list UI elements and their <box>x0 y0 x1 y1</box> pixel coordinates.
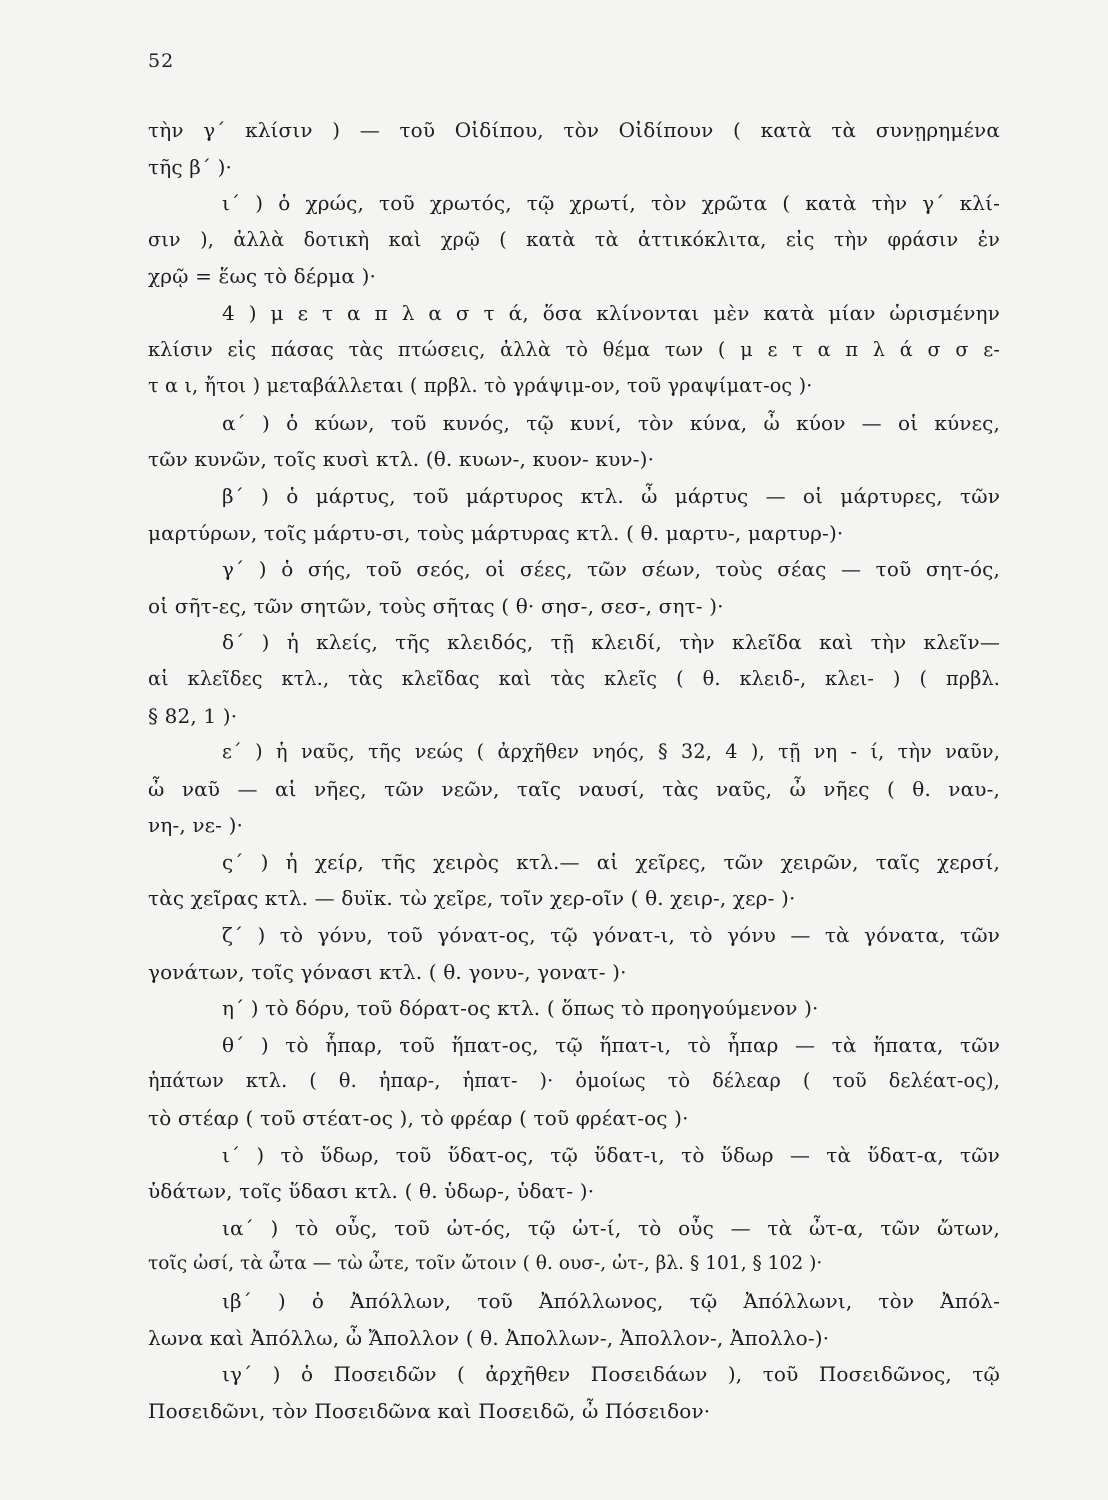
text-line: ς΄ ) ἡ χείρ, τῆς χειρὸς κτλ.— αἱ χεῖρες, τῶν χειρῶν, ταῖς χερσί, <box>222 849 1000 874</box>
text-line: 4 ) μ ε τ α π λ α σ τ ά, ὅσα κλίνονται μὲν κατὰ μίαν ὡρισμένην <box>222 300 1000 325</box>
text-line: θ΄ ) τὸ ἧπαρ, τοῦ ἥπατ-ος, τῷ ἥπατ-ι, τὸ ἧπαρ — τὰ ἥπατα, τῶν <box>222 1032 1000 1057</box>
text-line: τὸ στέαρ ( τοῦ στέατ-ος ), τὸ φρέαρ ( τοῦ φρέατ-ος )· <box>148 1106 689 1131</box>
text-line: α΄ ) ὁ κύων, τοῦ κυνός, τῷ κυνί, τὸν κύνα, ὦ κύον — οἱ κύνες, <box>222 410 1000 435</box>
text-line: Ποσειδῶνι, τὸν Ποσειδῶνα καὶ Ποσειδῶ, ὦ Πόσειδον· <box>148 1398 711 1423</box>
text-line: η΄ ) τὸ δόρυ, τοῦ δόρατ-ος κτλ. ( ὅπως τὸ προηγούμενον )· <box>222 996 819 1021</box>
text-line: τοῖς ὠσί, τὰ ὦτα — τὼ ὦτε, τοῖν ὤτοιν ( θ. ουσ-, ὠτ-, βλ. § 101, § 102 )· <box>148 1253 823 1275</box>
text-line: τ α ι, ἤτοι ) μεταβάλλεται ( πρβλ. τὸ γράψιμ-ον, τοῦ γραψίματ-ος )· <box>148 374 813 398</box>
text-line: β΄ ) ὁ μάρτυς, τοῦ μάρτυρος κτλ. ὦ μάρτυς — οἱ μάρτυρες, τῶν <box>222 483 1000 508</box>
text-line: λωνα καὶ Ἀπόλλω, ὦ Ἄπολλον ( θ. Ἀπολλων-, Ἀπολλον-, Ἀπολλο-)· <box>148 1325 830 1350</box>
text-line: οἱ σῆτ-ες, τῶν σητῶν, τοὺς σῆτας ( θ· σησ-, σεσ-, σητ- )· <box>148 593 724 618</box>
text-line: γονάτων, τοῖς γόνασι κτλ. ( θ. γονυ-, γονατ- )· <box>148 959 627 984</box>
text-line: ε΄ ) ἡ ναῦς, τῆς νεώς ( ἀρχῆθεν νηός, § 32, 4 ), τῇ νη - ί, τὴν ναῦν, <box>222 740 1000 764</box>
text-line: τὴν γ΄ κλίσιν ) — τοῦ Οἰδίπου, τὸν Οἰδίπουν ( κατὰ τὰ συνῃρημένα <box>148 118 1000 142</box>
text-line: τῶν κυνῶν, τοῖς κυσὶ κτλ. (θ. κυων-, κυον- κυν-)· <box>148 447 655 472</box>
body-text <box>148 112 1000 1429</box>
text-line: σιν ), ἀλλὰ δοτικὴ καὶ χρῷ ( κατὰ τὰ ἀττικόκλιτα, εἰς τὴν φράσιν ἐν <box>148 227 1000 251</box>
text-line: ὦ ναῦ — αἱ νῆες, τῶν νεῶν, ταῖς ναυσί, τὰς ναῦς, ὦ νῆες ( θ. ναυ-, <box>148 776 1000 801</box>
text-line: δ΄ ) ἡ κλείς, τῆς κλειδός, τῇ κλειδί, τὴν κλεῖδα καὶ τὴν κλεῖν— <box>222 630 1000 655</box>
text-line: γ΄ ) ὁ σής, τοῦ σεός, οἱ σέες, τῶν σέων, τοὺς σέας — τοῦ σητ-ός, <box>222 557 1000 582</box>
text-line: νη-, νε- )· <box>148 813 244 838</box>
text-line: τὰς χεῖρας κτλ. — δυϊκ. τὼ χεῖρε, τοῖν χερ-οῖν ( θ. χειρ-, χερ- )· <box>148 886 796 911</box>
text-line: τῆς β΄ )· <box>148 154 233 179</box>
text-line: ι΄ ) ὁ χρώς, τοῦ χρωτός, τῷ χρωτί, τὸν χρῶτα ( κατὰ τὴν γ΄ κλί- <box>222 191 1000 216</box>
page-number: 52 <box>148 50 175 72</box>
text-line: μαρτύρων, τοῖς μάρτυ-σι, τοὺς μάρτυρας κτλ. ( θ. μαρτυ-, μαρτυρ-)· <box>148 520 844 545</box>
text-line: αἱ κλεῖδες κτλ., τὰς κλεῖδας καὶ τὰς κλεῖς ( θ. κλειδ-, κλει- ) ( πρβλ. <box>148 666 1000 690</box>
text-line: ὑδάτων, τοῖς ὕδασι κτλ. ( θ. ὑδωρ-, ὑδατ- )· <box>148 1179 595 1204</box>
text-line: ιγ΄ ) ὁ Ποσειδῶν ( ἀρχῆθεν Ποσειδάων ), τοῦ Ποσειδῶνος, τῷ <box>222 1362 1000 1387</box>
text-line: ιβ΄ ) ὁ Ἀπόλλων, τοῦ Ἀπόλλωνος, τῷ Ἀπόλλωνι, τὸν Ἀπόλ- <box>222 1289 1000 1313</box>
text-line: ζ΄ ) τὸ γόνυ, τοῦ γόνατ-ος, τῷ γόνατ-ι, τὸ γόνυ — τὰ γόνατα, τῶν <box>222 923 1000 948</box>
text-line: χρῷ = ἕως τὸ δέρμα )· <box>148 264 377 289</box>
text-line: ια΄ ) τὸ οὖς, τοῦ ὠτ-ός, τῷ ὠτ-ί, τὸ οὖς — τὰ ὦτ-α, τῶν ὤτων, <box>222 1215 1000 1240</box>
text-line: ἡπάτων κτλ. ( θ. ἡπαρ-, ἡπατ- )· ὁμοίως τὸ δέλεαρ ( τοῦ δελέατ-ος), <box>148 1069 1000 1093</box>
text-line: § 82, 1 )· <box>148 703 238 728</box>
text-line: κλίσιν εἰς πάσας τὰς πτώσεις, ἀλλὰ τὸ θέμα των ( μ ε τ α π λ ά σ σ ε- <box>148 337 1000 361</box>
text-line: ι΄ ) τὸ ὕδωρ, τοῦ ὕδατ-ος, τῷ ὕδατ-ι, τὸ ὕδωρ — τὰ ὕδατ-α, τῶν <box>222 1142 1000 1167</box>
